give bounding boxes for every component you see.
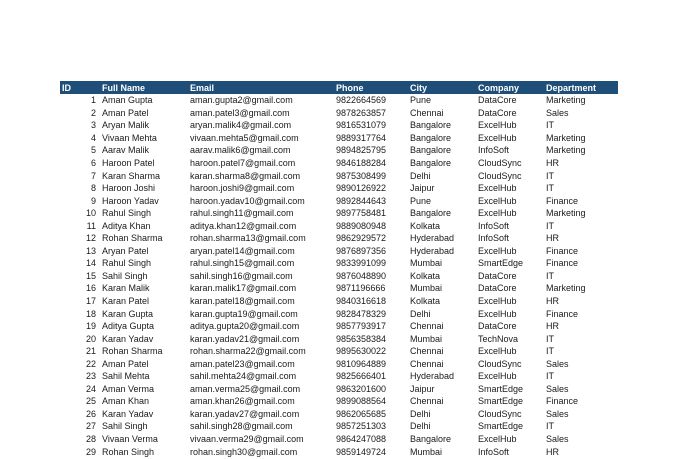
cell-city[interactable]: Chennai <box>410 358 444 369</box>
cell-full-name[interactable]: Rahul Singh <box>102 208 152 219</box>
header-row <box>60 81 618 94</box>
cell-city[interactable]: Bangalore <box>410 208 452 219</box>
table-row <box>60 345 618 358</box>
cell-id[interactable]: 18 <box>85 308 96 319</box>
cell-company[interactable]: ExcelHub <box>478 208 517 219</box>
table-row <box>60 169 618 182</box>
cell-company[interactable]: DataCore <box>478 95 517 106</box>
cell-city[interactable]: Bangalore <box>410 434 452 445</box>
employee-table-container <box>60 81 618 458</box>
cell-full-name[interactable]: Vivaan Verma <box>102 434 158 445</box>
cell-id[interactable]: 23 <box>85 371 96 382</box>
table-row <box>60 420 618 433</box>
cell-full-name[interactable]: Aryan Malik <box>102 120 150 131</box>
cell-id[interactable]: 5 <box>90 145 96 156</box>
cell-phone[interactable]: 9895630022 <box>336 346 387 357</box>
cell-email[interactable]: aarav.malik6@gmail.com <box>190 145 291 156</box>
table-row <box>60 307 618 320</box>
cell-id[interactable]: 21 <box>85 346 96 357</box>
cell-department[interactable]: Sales <box>546 434 569 445</box>
cell-email[interactable]: rahul.singh15@gmail.com <box>190 258 295 269</box>
cell-company[interactable]: SmartEdge <box>478 383 524 394</box>
cell-id[interactable]: 8 <box>90 183 96 194</box>
cell-phone[interactable]: 9862929572 <box>336 233 387 244</box>
cell-department[interactable]: Marketing <box>546 95 586 106</box>
cell-id[interactable]: 3 <box>90 120 96 131</box>
cell-city[interactable]: Hyderabad <box>410 233 455 244</box>
cell-city[interactable]: Delhi <box>410 421 431 432</box>
cell-phone[interactable]: 9816531079 <box>336 120 387 131</box>
cell-department[interactable]: Finance <box>546 195 579 206</box>
cell-full-name[interactable]: Haroon Patel <box>102 158 155 168</box>
cell-department[interactable]: Sales <box>546 408 569 419</box>
cell-city[interactable]: Pune <box>410 195 432 206</box>
cell-phone[interactable]: 9894825795 <box>336 145 387 156</box>
table-row <box>60 357 618 370</box>
cell-full-name[interactable]: Aman Khan <box>102 396 150 407</box>
cell-department[interactable]: IT <box>546 220 554 231</box>
cell-phone[interactable]: 9863201600 <box>336 383 387 394</box>
table-row <box>60 257 618 270</box>
table-row <box>60 370 618 383</box>
header-id[interactable]: ID <box>60 81 99 94</box>
cell-company[interactable]: ExcelHub <box>478 371 517 382</box>
cell-full-name[interactable]: Haroon Yadav <box>102 195 159 206</box>
cell-id[interactable]: 4 <box>90 132 96 143</box>
table-row <box>60 144 618 157</box>
cell-department[interactable]: Marketing <box>546 132 586 143</box>
cell-city[interactable]: Hyderabad <box>410 371 455 382</box>
table-row <box>60 232 618 245</box>
cell-id[interactable]: 27 <box>85 421 96 432</box>
cell-phone[interactable]: 9892844643 <box>336 195 387 206</box>
cell-full-name[interactable]: Haroon Joshi <box>102 183 156 194</box>
employee-table <box>60 81 618 458</box>
cell-city[interactable]: Chennai <box>410 107 444 118</box>
cell-id[interactable]: 11 <box>86 220 96 231</box>
cell-city[interactable]: Bangalore <box>410 145 452 156</box>
cell-phone[interactable]: 9878263857 <box>336 107 387 118</box>
cell-department[interactable]: IT <box>546 333 554 344</box>
cell-id[interactable]: 22 <box>85 358 96 369</box>
cell-department[interactable]: Finance <box>546 308 579 319</box>
cell-company[interactable]: ExcelHub <box>478 434 517 445</box>
cell-email[interactable]: karan.patel18@gmail.com <box>190 296 295 307</box>
table-row <box>60 332 618 345</box>
cell-full-name[interactable]: Aman Gupta <box>102 95 153 106</box>
cell-id[interactable]: 6 <box>90 158 96 168</box>
cell-city[interactable]: Mumbai <box>410 333 443 344</box>
cell-email[interactable]: karan.yadav27@gmail.com <box>190 408 300 419</box>
cell-department[interactable]: Sales <box>546 358 569 369</box>
cell-phone[interactable]: 9862065685 <box>336 408 387 419</box>
cell-full-name[interactable]: Rohan Singh <box>102 446 155 457</box>
cell-id[interactable]: 10 <box>85 208 96 219</box>
cell-email[interactable]: karan.yadav21@gmail.com <box>190 333 300 344</box>
cell-city[interactable]: Mumbai <box>410 258 443 269</box>
cell-city[interactable]: Chennai <box>410 346 444 357</box>
cell-company[interactable]: CloudSync <box>478 170 522 181</box>
cell-company[interactable]: DataCore <box>478 270 517 281</box>
cell-company[interactable]: SmartEdge <box>478 258 524 269</box>
cell-city[interactable]: Bangalore <box>410 120 452 131</box>
cell-email[interactable]: karan.sharma8@gmail.com <box>190 170 301 181</box>
cell-city[interactable]: Pune <box>410 95 432 106</box>
cell-department[interactable]: IT <box>546 120 554 131</box>
cell-full-name[interactable]: Aarav Malik <box>102 145 150 156</box>
cell-phone[interactable]: 9840316618 <box>336 296 387 307</box>
cell-email[interactable]: sahil.singh16@gmail.com <box>190 270 293 281</box>
table-row <box>60 194 618 207</box>
cell-company[interactable]: InfoSoft <box>478 233 510 244</box>
table-row <box>60 408 618 421</box>
table-row <box>60 132 618 145</box>
cell-email[interactable]: haroon.joshi9@gmail.com <box>190 183 295 194</box>
cell-full-name[interactable]: Karan Patel <box>102 296 150 307</box>
cell-department[interactable]: HR <box>546 321 559 332</box>
cell-company[interactable]: CloudSync <box>478 158 522 168</box>
cell-phone[interactable]: 9889080948 <box>336 220 387 231</box>
cell-department[interactable]: IT <box>546 170 554 181</box>
table-row <box>60 119 618 132</box>
cell-city[interactable]: Hyderabad <box>410 245 455 256</box>
cell-id[interactable]: 29 <box>85 446 96 457</box>
cell-email[interactable]: karan.gupta19@gmail.com <box>190 308 298 319</box>
cell-id[interactable]: 16 <box>85 283 96 294</box>
cell-company[interactable]: SmartEdge <box>478 396 524 407</box>
table-row <box>60 445 618 458</box>
table-row <box>60 395 618 408</box>
cell-department[interactable]: Sales <box>546 383 569 394</box>
cell-phone[interactable]: 9833991099 <box>336 258 387 269</box>
cell-full-name[interactable]: Aditya Gupta <box>102 321 155 332</box>
cell-id[interactable]: 2 <box>90 107 96 118</box>
cell-phone[interactable]: 9890126922 <box>336 183 387 194</box>
cell-email[interactable]: aryan.patel14@gmail.com <box>190 245 295 256</box>
cell-email[interactable]: aman.gupta2@gmail.com <box>190 95 293 106</box>
header-phone[interactable]: Phone <box>333 81 407 94</box>
cell-company[interactable]: ExcelHub <box>478 183 517 194</box>
cell-phone[interactable]: 9875308499 <box>336 170 387 181</box>
cell-department[interactable]: Marketing <box>546 145 586 156</box>
table-row <box>60 270 618 283</box>
cell-company[interactable]: ExcelHub <box>478 346 517 357</box>
cell-phone[interactable]: 9876048890 <box>336 270 387 281</box>
cell-department[interactable]: Marketing <box>546 283 586 294</box>
cell-department[interactable]: HR <box>546 158 559 168</box>
cell-company[interactable]: DataCore <box>478 321 517 332</box>
cell-department[interactable]: HR <box>546 296 559 307</box>
table-row <box>60 433 618 446</box>
cell-email[interactable]: vivaan.mehta5@gmail.com <box>190 132 299 143</box>
cell-city[interactable]: Kolkata <box>410 220 441 231</box>
cell-full-name[interactable]: Vivaan Mehta <box>102 132 157 143</box>
cell-phone[interactable]: 9825666401 <box>336 371 387 382</box>
cell-company[interactable]: TechNova <box>478 333 519 344</box>
cell-phone[interactable]: 9857793917 <box>336 321 387 332</box>
cell-department[interactable]: IT <box>546 270 554 281</box>
cell-full-name[interactable]: Karan Sharma <box>102 170 161 181</box>
cell-email[interactable]: rohan.sharma13@gmail.com <box>190 233 306 244</box>
cell-company[interactable]: DataCore <box>478 283 517 294</box>
cell-full-name[interactable]: Sahil Singh <box>102 270 148 281</box>
cell-id[interactable]: 28 <box>85 434 96 445</box>
header-city[interactable]: City <box>407 81 475 94</box>
table-row <box>60 282 618 295</box>
cell-city[interactable]: Mumbai <box>410 446 443 457</box>
cell-department[interactable]: Finance <box>546 245 579 256</box>
cell-email[interactable]: aman.patel23@gmail.com <box>190 358 295 369</box>
cell-phone[interactable]: 9856358384 <box>336 333 387 344</box>
cell-full-name[interactable]: Rohan Sharma <box>102 233 163 244</box>
cell-company[interactable]: ExcelHub <box>478 296 517 307</box>
cell-full-name[interactable]: Karan Yadav <box>102 408 154 419</box>
cell-full-name[interactable]: Aman Patel <box>102 358 149 369</box>
header-department[interactable]: Department <box>543 81 618 94</box>
cell-city[interactable]: Chennai <box>410 396 444 407</box>
cell-id[interactable]: 1 <box>90 95 96 106</box>
cell-city[interactable]: Kolkata <box>410 296 441 307</box>
cell-email[interactable]: rohan.singh30@gmail.com <box>190 446 298 457</box>
cell-email[interactable]: aryan.malik4@gmail.com <box>190 120 292 131</box>
cell-department[interactable]: IT <box>546 371 554 382</box>
cell-city[interactable]: Delhi <box>410 308 431 319</box>
cell-id[interactable]: 19 <box>85 321 96 332</box>
cell-company[interactable]: SmartEdge <box>478 421 524 432</box>
cell-company[interactable]: ExcelHub <box>478 132 517 143</box>
table-row <box>60 245 618 258</box>
cell-email[interactable]: haroon.yadav10@gmail.com <box>190 195 305 206</box>
cell-id[interactable]: 17 <box>85 296 96 307</box>
cell-company[interactable]: InfoSoft <box>478 446 510 457</box>
header-email[interactable]: Email <box>187 81 333 94</box>
cell-full-name[interactable]: Sahil Mehta <box>102 371 150 382</box>
cell-company[interactable]: InfoSoft <box>478 145 510 156</box>
cell-phone[interactable]: 9876897356 <box>336 245 387 256</box>
cell-phone[interactable]: 9871196666 <box>336 283 386 294</box>
cell-city[interactable]: Jaipur <box>410 383 435 394</box>
cell-department[interactable]: HR <box>546 446 559 457</box>
cell-full-name[interactable]: Rahul Singh <box>102 258 152 269</box>
cell-department[interactable]: Marketing <box>546 208 586 219</box>
table-row <box>60 219 618 232</box>
cell-email[interactable]: aditya.gupta20@gmail.com <box>190 321 300 332</box>
header-company[interactable]: Company <box>475 81 543 94</box>
cell-email[interactable]: aman.patel3@gmail.com <box>190 107 290 118</box>
table-body <box>60 94 618 458</box>
cell-email[interactable]: karan.malik17@gmail.com <box>190 283 297 294</box>
cell-phone[interactable]: 9828478329 <box>336 308 387 319</box>
cell-email[interactable]: rohan.sharma22@gmail.com <box>190 346 306 357</box>
cell-city[interactable]: Jaipur <box>410 183 435 194</box>
cell-full-name[interactable]: Aman Patel <box>102 107 149 118</box>
table-row <box>60 207 618 220</box>
cell-id[interactable]: 13 <box>85 245 96 256</box>
cell-company[interactable]: ExcelHub <box>478 195 517 206</box>
cell-phone[interactable]: 9822664569 <box>336 95 387 106</box>
cell-company[interactable]: ExcelHub <box>478 308 517 319</box>
cell-company[interactable]: InfoSoft <box>478 220 510 231</box>
cell-id[interactable]: 12 <box>85 233 96 244</box>
cell-email[interactable]: aditya.khan12@gmail.com <box>190 220 297 231</box>
cell-department[interactable]: HR <box>546 233 559 244</box>
table-row <box>60 94 618 107</box>
cell-phone[interactable]: 9864247088 <box>336 434 387 445</box>
cell-phone[interactable]: 9857251303 <box>336 421 387 432</box>
cell-phone[interactable]: 9889317764 <box>336 132 387 143</box>
cell-id[interactable]: 14 <box>85 258 96 269</box>
cell-email[interactable]: sahil.singh28@gmail.com <box>190 421 293 432</box>
cell-email[interactable]: aman.verma25@gmail.com <box>190 383 301 394</box>
cell-full-name[interactable]: Karan Gupta <box>102 308 154 319</box>
cell-id[interactable]: 15 <box>85 270 96 281</box>
table-row <box>60 157 618 170</box>
cell-department[interactable]: Finance <box>546 258 579 269</box>
cell-full-name[interactable]: Rohan Sharma <box>102 346 163 357</box>
cell-department[interactable]: Finance <box>546 396 579 407</box>
cell-full-name[interactable]: Sahil Singh <box>102 421 148 432</box>
cell-department[interactable]: Sales <box>546 107 569 118</box>
table-row <box>60 182 618 195</box>
table-row <box>60 107 618 120</box>
cell-full-name[interactable]: Karan Yadav <box>102 333 154 344</box>
cell-id[interactable]: 20 <box>85 333 96 344</box>
cell-company[interactable]: DataCore <box>478 107 517 118</box>
cell-company[interactable]: ExcelHub <box>478 120 517 131</box>
cell-full-name[interactable]: Karan Malik <box>102 283 150 294</box>
table-row <box>60 295 618 308</box>
cell-city[interactable]: Chennai <box>410 321 444 332</box>
cell-city[interactable]: Delhi <box>410 408 431 419</box>
cell-company[interactable]: CloudSync <box>478 358 522 369</box>
cell-id[interactable]: 25 <box>85 396 96 407</box>
table-row <box>60 320 618 333</box>
cell-id[interactable]: 7 <box>90 170 96 181</box>
cell-department[interactable]: IT <box>546 421 554 432</box>
cell-id[interactable]: 26 <box>85 408 96 419</box>
cell-email[interactable]: aman.khan26@gmail.com <box>190 396 295 407</box>
cell-company[interactable]: CloudSync <box>478 408 522 419</box>
cell-email[interactable]: rahul.singh11@gmail.com <box>190 208 294 219</box>
cell-city[interactable]: Bangalore <box>410 132 452 143</box>
cell-phone[interactable]: 9846188284 <box>336 158 387 168</box>
cell-company[interactable]: ExcelHub <box>478 245 517 256</box>
cell-id[interactable]: 24 <box>85 383 96 394</box>
table-row <box>60 383 618 396</box>
cell-city[interactable]: Delhi <box>410 170 431 181</box>
cell-phone[interactable]: 9859149724 <box>336 446 387 457</box>
cell-full-name[interactable]: Aditya Khan <box>102 220 151 231</box>
cell-department[interactable]: IT <box>546 346 554 357</box>
cell-phone[interactable]: 9810964889 <box>336 358 387 369</box>
cell-city[interactable]: Bangalore <box>410 158 452 168</box>
cell-id[interactable]: 9 <box>90 195 96 206</box>
cell-full-name[interactable]: Aryan Patel <box>102 245 149 256</box>
cell-email[interactable]: haroon.patel7@gmail.com <box>190 158 296 168</box>
cell-city[interactable]: Kolkata <box>410 270 441 281</box>
cell-email[interactable]: vivaan.verma29@gmail.com <box>190 434 304 445</box>
cell-email[interactable]: sahil.mehta24@gmail.com <box>190 371 297 382</box>
cell-full-name[interactable]: Aman Verma <box>102 383 155 394</box>
cell-department[interactable]: IT <box>546 183 554 194</box>
cell-city[interactable]: Mumbai <box>410 283 443 294</box>
header-full-name[interactable]: Full Name <box>99 81 187 94</box>
cell-phone[interactable]: 9899088564 <box>336 396 387 407</box>
cell-phone[interactable]: 9897758481 <box>336 208 387 219</box>
